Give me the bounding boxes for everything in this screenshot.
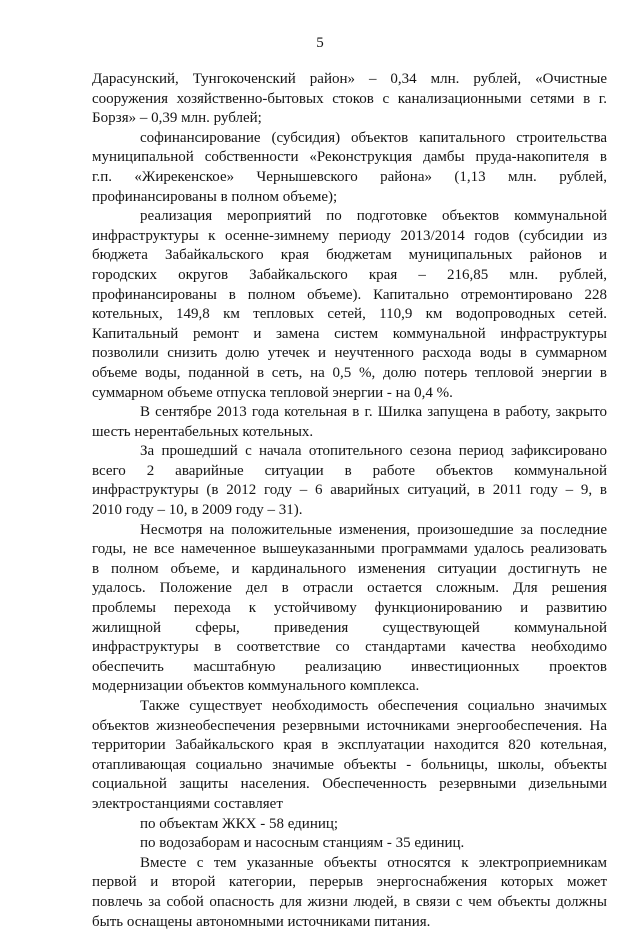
text-line: объеме воды, поданной в сеть, на 0,5 %, долю потерь тепловой энергии в <box>92 364 607 381</box>
text-line: Несмотря на положительные изменения, произошедшие за последние <box>140 521 607 538</box>
text-line: Борзя» – 0,39 млн. рублей; <box>92 110 262 127</box>
text-line: модернизации объектов коммунального комплекса. <box>92 678 420 695</box>
text-line: проблемы перехода к устойчивому функционированию и развитию <box>92 600 607 617</box>
text-line: бюджета Забайкальского края бюджетам муниципальных районов и <box>92 247 607 264</box>
text-line: инфраструктуры (в 2012 году – 6 аварийных ситуаций, в 2011 году – 9, в <box>92 482 607 499</box>
text-line: повлечь за собой опасность для жизни людей, в связи с чем объекты должны <box>92 893 607 910</box>
text-line: в полном объеме, и кардинального изменения ситуации достигнуть не <box>92 560 607 577</box>
text-line: жилищной сферы, приведения существующей коммунальной <box>92 619 607 636</box>
text-line: объектов жизнеобеспечения резервными источниками энергообеспечения. На <box>92 717 607 734</box>
text-line: годы, не все намеченное вышеуказанными программами удалось реализовать <box>92 541 607 558</box>
text-line: городских округов Забайкальского края – 216,85 млн. рублей, <box>92 266 607 283</box>
page-number: 5 <box>316 35 324 51</box>
text-line: инфраструктуры к осенне-зимнему периоду 2013/2014 годов (субсидии из <box>92 227 607 244</box>
text-line: Дарасунский, Тунгокоченский район» – 0,34 млн. рублей, «Очистные <box>92 71 607 87</box>
text-line: муниципальной собственности «Реконструкция дамбы пруда-накопителя в <box>92 149 607 166</box>
text-line: шесть нерентабельных котельных. <box>92 423 314 440</box>
text-line: реализация мероприятий по подготовке объектов коммунальной <box>140 208 607 225</box>
text-line: 2010 году – 10, в 2009 году – 31). <box>92 502 303 519</box>
text-line: профинансированы в полном объеме); <box>92 188 338 205</box>
text-line: отапливающая социально значимые объекты - больницы, школы, объекты <box>92 756 607 773</box>
text-line: котельных, 149,8 км тепловых сетей, 110,9 км водопроводных сетей. <box>92 306 607 323</box>
text-line: обеспечить масштабную реализацию инвестиционных проектов <box>92 658 607 675</box>
text-line: профинансированы в полном объеме). Капитально отремонтировано 228 <box>92 286 607 303</box>
text-line: суммарном объеме отпуска тепловой энергии - на 0,4 %. <box>92 384 453 401</box>
text-line: Также существует необходимость обеспечения социально значимых <box>140 698 607 714</box>
text-line: всего 2 аварийные ситуации в работе объектов коммунальной <box>92 462 607 479</box>
text-line: инфраструктуры в соответствие со стандартами качества необходимо <box>92 639 607 656</box>
text-line: позволили снизить долю утечек и неучтенного расхода воды в суммарном <box>92 345 607 362</box>
text-line: социальной защиты населения. Обеспеченность резервными дизельными <box>92 776 607 793</box>
text-line: Капитальный ремонт и замена систем коммунальной инфраструктуры <box>92 325 607 342</box>
text-line: В сентябре 2013 года котельная в г. Шилка запущена в работу, закрыто <box>140 404 607 421</box>
text-line: первой и второй категории, перерыв энергоснабжения которых может <box>92 874 607 891</box>
text-line: сооружения хозяйственно-бытовых стоков с канализационными сетями в г. <box>92 90 607 107</box>
text-line: Вместе с тем указанные объекты относятся к электроприемникам <box>140 854 607 871</box>
text-line: электростанциями составляет <box>92 795 283 812</box>
text-line: территории Забайкальского края в эксплуатации находится 820 котельная, <box>92 737 607 754</box>
text-line: удалось. Положение дел в отрасли остается сложным. Для решения <box>92 580 607 597</box>
body-text <box>92 70 607 932</box>
text-line: по водозаборам и насосным станциям - 35 единиц. <box>140 835 465 852</box>
text-line: За прошедший с начала отопительного сезона период зафиксировано <box>140 443 607 460</box>
text-line: быть оснащены автономными источниками питания. <box>92 913 431 930</box>
text-line: по объектам ЖКХ - 58 единиц; <box>140 815 339 832</box>
text-line: софинансирование (субсидия) объектов капитального строительства <box>140 129 607 146</box>
text-line: г.п. «Жирекенское» Чернышевского района» (1,13 млн. рублей, <box>92 168 607 185</box>
